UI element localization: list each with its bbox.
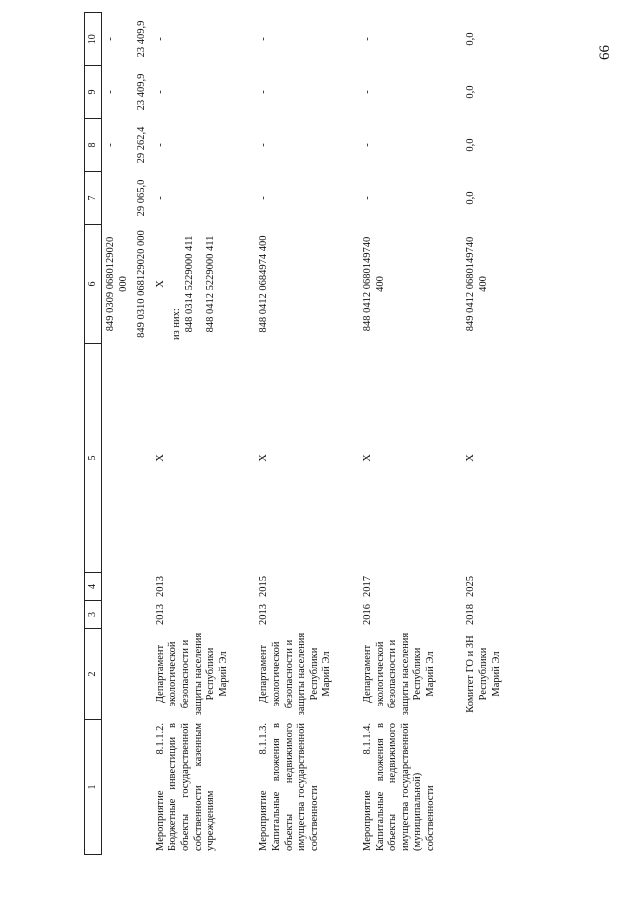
start-year: 2013 [154,604,166,625]
executor: Департамент экологической безопасности и защиты населения Республики Марий Эл [258,632,333,716]
header-col-7: 7 [85,172,102,225]
budget-code: 848 0314 5229000 411 [183,235,195,333]
executor: Департамент экологической безопасности и защиты населения Республики Марий Эл [154,632,229,716]
end-year: 2013 [154,576,166,597]
table-header-row [85,13,102,855]
header-col-8: 8 [85,119,102,172]
table-row [359,13,441,855]
value-col-10: - [361,37,373,41]
budget-code: 849 0412 0680149740 400 [465,236,490,332]
measure-name: Мероприятие 8.1.1.3. Капитальные вложения в объекты недвижимого имущества государственной собственности [258,723,320,851]
start-year: 2018 [465,604,477,625]
budget-code: X [154,280,166,288]
measure-name [462,720,506,855]
header-col-6: 6 [85,225,102,344]
value-col-7: - [258,196,270,200]
value-col-7 [102,172,134,225]
header-col-5: 5 [85,344,102,573]
budget-code: 849 0310 068129020 000 [136,230,148,338]
budget-code: 848 0412 5229000 411 [204,235,216,333]
value-col-8: - [154,143,166,147]
value-col-10: - [258,37,270,41]
value-col-8: - [105,143,116,147]
budget-code: 848 0412 0680149740 400 [361,236,386,332]
value-col-7: 0,0 [465,191,477,205]
value-col-10: 23 409,9 [136,20,148,58]
start-year: 2013 [258,604,270,625]
value-col-9: 23 409,9 [136,73,148,111]
table-row [133,13,152,855]
value-col-8: - [361,143,373,147]
value-col-9: - [105,90,116,94]
col-5-mark: X [258,454,270,462]
budget-table [84,13,506,856]
table-row [152,13,234,855]
executor: Департамент экологической безопасности и защиты населения Республики Марий Эл [361,632,436,716]
measure-name: Мероприятие 8.1.1.4. Капитальные вложения в объекты недвижимого имущества государственной (муниципальной) собственности [361,723,436,851]
value-col-9: - [361,90,373,94]
value-col-8: 29 262,4 [136,126,148,164]
header-col-4: 4 [85,573,102,601]
value-col-10: 0,0 [465,32,477,46]
header-col-3: 3 [85,601,102,629]
header-col-9: 9 [85,66,102,119]
value-col-9: - [258,90,270,94]
value-col-7: 29 065,0 [136,179,148,217]
measure-name: Мероприятие 8.1.1.2. Бюджетные инвестиции в объекты государственной собственности казенным учреждениям [154,723,217,851]
of-which-note: из них: [171,308,183,340]
value-col-7: - [361,196,373,200]
value-col-8: - [258,143,270,147]
end-year: 2017 [361,576,373,597]
table-row [462,13,506,855]
value-col-10: - [105,37,116,41]
end-year: 2025 [465,576,477,597]
value-col-8: 0,0 [465,138,477,152]
col-5-mark: X [465,454,477,462]
value-col-9: 0,0 [465,85,477,99]
table-row [102,13,134,855]
table-row [255,13,337,855]
budget-code: 848 0412 0684974 400 [258,235,270,333]
budget-codes [152,225,234,344]
value-col-9: - [154,90,166,94]
value-col-7: - [154,196,166,200]
header-col-1: 1 [85,720,102,855]
budget-code: 849 0309 0680129020 000 [105,236,129,332]
value-col-10: - [154,37,166,41]
header-col-10: 10 [85,13,102,66]
end-year: 2015 [258,576,270,597]
col-5-mark: X [361,454,373,462]
col-5-mark: X [154,454,166,462]
start-year: 2016 [361,604,373,625]
executor: Комитет ГО и ЗН Республики Марий Эл [465,635,502,713]
header-col-2: 2 [85,629,102,720]
page-number: 66 [597,45,613,60]
